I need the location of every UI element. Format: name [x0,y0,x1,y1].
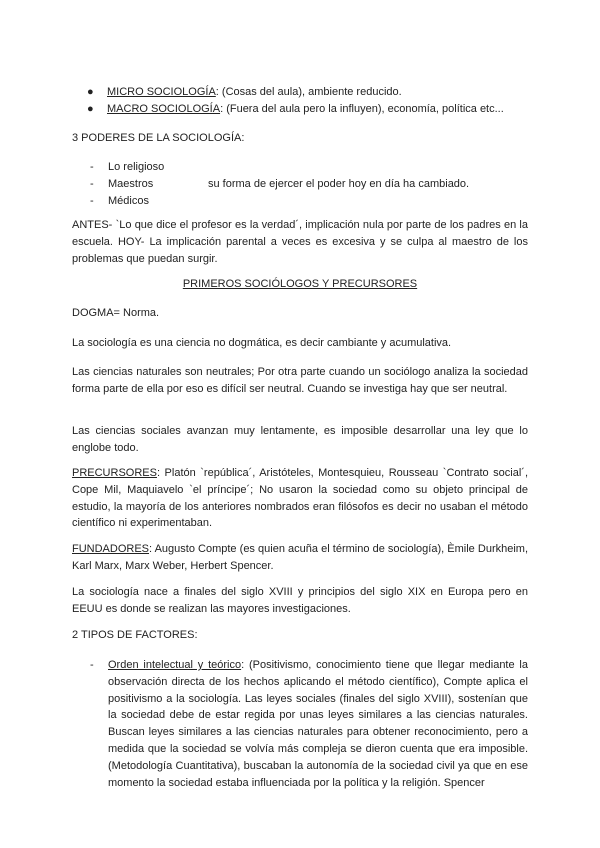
scale-desc: : (Cosas del aula), ambiente reducido. [215,86,402,98]
sociales-paragraph: Las ciencias sociales avanzan muy lentamente, es imposible desarrollar una ley que lo englobe todo. [72,425,528,454]
scale-desc: : (Fuera del aula pero la influyen), economía, política etc... [220,102,504,115]
precursores-text: : Platón `república´, Aristóteles, Montesquieu, Rousseau `Contrato social´, Cope Mil, Maquiavelo `el príncipe´; No usaron la sociedad como su objeto principal de estudio, la mayoría de los anteriores nombrados eran filósofos es decir no usaban el método científico ni experimentaban. [72,467,528,530]
tipos-heading: 2 TIPOS DE FACTORES: [72,629,198,641]
dogma-line: DOGMA= Norma. [72,307,160,319]
poder-item: Lo religioso [108,161,165,173]
bullet-icon: ● [87,86,94,98]
factor-text-block [108,657,528,791]
scale-term: MACRO SOCIOLOGÍA [107,102,221,115]
dash-marker: - [90,194,94,207]
dash-marker: - [90,659,94,671]
naturales-paragraph: Las ciencias naturales son neutrales; Por otra parte cuando un sociólogo analiza la sociedad forma parte de ella por eso es difícil ser neutral. Cuando se investiga hay que ser neutral. [72,366,528,395]
sociology-scale-list [87,84,528,118]
poderes-heading: 3 PODERES DE LA SOCIOLOGÍA: [72,132,245,144]
section-title: PRIMEROS SOCIÓLOGOS Y PRECURSORES [182,278,418,290]
bullet-icon: ● [87,102,94,115]
fundadores-text: : Augusto Compte (es quien acuña el término de sociología), Èmile Durkheim, Karl Marx, Marx Weber, Herbert Spencer. [72,543,528,572]
dash-marker: - [90,161,94,173]
list-item [90,193,528,210]
factor-text: : (Positivismo, conocimiento tiene que llegar mediante la observación directa de los hechos aplicando el método científico), Compte aplica el positivismo a la sociología. Las leyes sociales (finales del siglo XVIII), sostenían que la sociedad debe de estar regida por unas leyes similares a las ciencias naturales. Buscan leyes similares a las ciencias naturales para obtener reconocimiento, pero a medida que la sociedad se volvía más compleja se dieron cuenta que era imposible. (Metodología Cuantitativa), buscaban la autonomía de la sociedad civil ya que en ese momento la sociedad estaba influenciada por la política y la religión. Spencer [108,659,528,789]
list-item [87,84,528,101]
list-item [90,176,528,193]
dash-marker: - [90,177,94,190]
ciencia-paragraph: La sociología es una ciencia no dogmática, es decir cambiante y acumulativa. [72,337,452,349]
scale-term: MICRO SOCIOLOGÍA [107,86,216,98]
list-item [87,101,528,118]
precursores-label: PRECURSORES [72,467,157,479]
poderes-list [90,159,528,209]
list-item [90,159,528,176]
poder-item: Maestros [108,177,154,190]
factor-label: Orden intelectual y teórico [108,659,242,671]
fundadores-label: FUNDADORES [72,543,150,555]
nace-paragraph: La sociología nace a finales del siglo XVIII y principios del siglo XIX en Europa pero en EEUU es donde se realizan las mayores investigaciones. [72,586,528,615]
maestros-note: su forma de ejercer el poder hoy en día ha cambiado. [208,177,470,190]
factor-item [90,657,528,791]
fundadores-paragraph [72,541,528,575]
poder-item: Médicos [108,194,149,207]
precursores-paragraph [72,465,528,532]
antes-hoy-paragraph: ANTES- `Lo que dice el profesor es la verdad´, implicación nula por parte de los padres en la escuela. HOY- La implicación parental a veces es excesiva y se culpa al maestro de los problemas que puedan surgir. [72,219,528,265]
